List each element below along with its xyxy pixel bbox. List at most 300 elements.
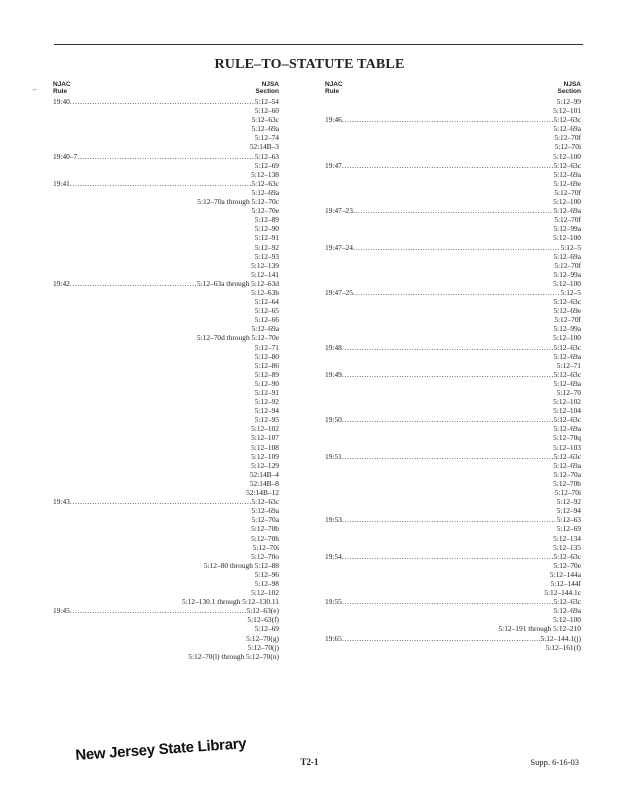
table-row (325, 470, 581, 479)
njsa-section: 5:12–144.1(j) (540, 633, 581, 643)
njsa-section: 5:12–69a (553, 351, 581, 361)
njsa-section: 5:12–138 (251, 169, 279, 179)
table-row (53, 388, 279, 397)
table-row (325, 306, 581, 315)
table-row (53, 161, 279, 170)
table-row (325, 588, 581, 597)
table-row (53, 452, 279, 461)
njsa-section: 5:12–99 (556, 97, 581, 106)
njsa-section: 5:12–80 (254, 351, 279, 361)
table-row (325, 106, 581, 115)
table-row (325, 497, 581, 506)
table-row (53, 634, 279, 643)
rule-label: Rule (53, 87, 68, 95)
leader-dots (342, 515, 557, 524)
right-rows (325, 97, 581, 652)
njsa-section: 5:12–144a (549, 569, 581, 579)
njsa-section: 5:12–70(l) through 5:12–70(n) (188, 651, 279, 661)
table-row (325, 197, 581, 206)
njsa-section: 5:12–63c (553, 342, 581, 352)
njsa-section: 5:12–89 (254, 369, 279, 379)
table-row (53, 497, 279, 506)
table-row (325, 443, 581, 452)
table-row (53, 179, 279, 188)
njsa-section: 5:12–69e (553, 306, 581, 316)
njac-rule: 19:55 (325, 597, 342, 607)
njsa-section: 5:12–63c (553, 597, 581, 607)
table-row (53, 270, 279, 279)
table-row (325, 261, 581, 270)
leader-dots (342, 343, 554, 352)
top-rule (54, 44, 583, 45)
njsa-section: 5:12–135 (553, 542, 581, 552)
njsa-section: 5:12–100 (553, 197, 581, 207)
njac-rule: 19:51 (325, 451, 342, 461)
table-row (53, 534, 279, 543)
table-row (53, 570, 279, 579)
njsa-section: 5:12–63c (553, 415, 581, 425)
njsa-section: 5:12–69e (553, 178, 581, 188)
table-row (325, 397, 581, 406)
table-row (53, 297, 279, 306)
table-row (53, 479, 279, 488)
njsa-section: 5:12–70o (251, 551, 279, 561)
table-row (53, 370, 279, 379)
table-row (53, 343, 279, 352)
njac-rule: 19:49 (325, 369, 342, 379)
rule-label: Rule (325, 87, 340, 95)
table-row (53, 243, 279, 252)
njsa-section: 5:12–69a (553, 378, 581, 388)
njac-rule: 19:42 (53, 278, 70, 288)
njsa-section: 5:12–70a (553, 469, 581, 479)
table-row (53, 115, 279, 124)
njsa-section: 5:12–70d through 5:12–70e (196, 333, 279, 343)
njsa-section: 5:12–134 (553, 533, 581, 543)
table-row (53, 552, 279, 561)
table-row (53, 443, 279, 452)
margin-mark: ⌐ (33, 85, 38, 94)
table-row (53, 579, 279, 588)
njac-rule: 19:40–7 (53, 151, 78, 161)
njsa-section: 5:12–69a (251, 506, 279, 516)
table-row (53, 97, 279, 106)
table-row (325, 634, 581, 643)
table-row (325, 97, 581, 106)
njsa-section: 5:12–107 (251, 433, 279, 443)
table-row (325, 288, 581, 297)
njsa-section: 5:12–139 (251, 260, 279, 270)
njsa-section: 5:12–92 (254, 242, 279, 252)
table-row (325, 224, 581, 233)
table-row (53, 324, 279, 333)
table-row (53, 315, 279, 324)
njsa-section: 5:12–70 (556, 388, 581, 397)
table-row (53, 197, 279, 206)
njsa-section: 5:12–70(j) (247, 642, 279, 652)
table-row (325, 188, 581, 197)
njsa-section: 5:12–100 (553, 615, 581, 625)
njsa-section: 5:12–70i (252, 542, 279, 552)
table-row (325, 415, 581, 424)
njsa-section: 5:12–70i (554, 488, 581, 498)
table-row (325, 543, 581, 552)
table-row (325, 270, 581, 279)
table-row (53, 543, 279, 552)
njsa-section: 5:12–101 (553, 106, 581, 116)
njsa-section: 5:12–104 (553, 406, 581, 416)
leader-dots (342, 415, 554, 424)
table-row (53, 597, 279, 606)
njsa-section: 5:12–63c (251, 497, 279, 507)
table-row (325, 433, 581, 442)
table-row (325, 579, 581, 588)
njsa-section: 5:12–70i (554, 142, 581, 152)
table-row (325, 452, 581, 461)
njsa-section: 5:12–70f (554, 260, 581, 270)
table-row (325, 352, 581, 361)
table-row (325, 488, 581, 497)
njsa-section: 5:12–144f (550, 578, 581, 588)
njsa-section: 5:12–63c (251, 115, 279, 125)
table-row (53, 233, 279, 242)
table-row (325, 179, 581, 188)
njsa-section: 5:12–91 (254, 233, 279, 243)
njsa-section: 5:12–69 (556, 524, 581, 534)
library-logo: New Jersey State Library (74, 735, 247, 764)
table-row (53, 288, 279, 297)
leader-dots (342, 597, 554, 606)
njsa-section: 5:12–70b (553, 478, 581, 488)
table-row (53, 261, 279, 270)
table-row (325, 170, 581, 179)
table-row (53, 515, 279, 524)
njsa-section: 5:12–63a through 5:12–63d (196, 278, 279, 288)
table-row (325, 424, 581, 433)
njsa-section: 5:12–69a (251, 124, 279, 134)
njsa-section: 5:12–63(e) (246, 606, 279, 616)
njsa-section: 5:12–96 (254, 569, 279, 579)
table-row (325, 133, 581, 142)
leader-dots (70, 279, 197, 288)
njsa-section: 5:12–71 (556, 360, 581, 370)
njsa-section: 52:14B–12 (246, 488, 279, 498)
supplement-date: Supp. 6-16-03 (530, 757, 579, 767)
njsa-section: 5:12–70f (554, 133, 581, 143)
leader-dots (70, 497, 252, 506)
table-row (53, 170, 279, 179)
column-header (53, 82, 279, 97)
njsa-section: 52:14B–4 (249, 469, 279, 479)
njsa-section: 5:12–90 (254, 378, 279, 388)
table-row (325, 515, 581, 524)
table-row (53, 252, 279, 261)
table-row (325, 552, 581, 561)
njac-rule: 19:43 (53, 497, 70, 507)
table-row (53, 433, 279, 442)
njsa-section: 5:12–99a (553, 324, 581, 334)
njsa-section: 5:12–141 (251, 269, 279, 279)
table-row (53, 488, 279, 497)
njsa-section: 5:12–5 (560, 287, 581, 297)
njsa-section: 5:12–130.1 through 5:12–130.11 (181, 597, 279, 607)
njsa-section: 5:12–92 (556, 497, 581, 507)
table-row (53, 461, 279, 470)
table-row (325, 115, 581, 124)
section-label: Section (255, 87, 279, 95)
table-row (53, 643, 279, 652)
njsa-section: 5:12–95 (254, 415, 279, 425)
njsa-section: 5:12–94 (254, 406, 279, 416)
table-row (53, 397, 279, 406)
table-row (53, 224, 279, 233)
right-column (325, 82, 581, 652)
table-row (53, 333, 279, 342)
njsa-label: NJSA (261, 81, 279, 88)
njac-rule: 19:48 (325, 342, 342, 352)
njsa-section: 5:12–69a (251, 324, 279, 334)
njsa-section: 5:12–100 (553, 233, 581, 243)
njsa-section: 5:12–93 (254, 251, 279, 261)
table-row (53, 352, 279, 361)
njsa-section: 5:12–65 (254, 306, 279, 316)
table-row (53, 524, 279, 533)
table-row (53, 133, 279, 142)
njsa-section: 5:12–70(g) (246, 633, 279, 643)
njsa-label: NJSA (563, 81, 581, 88)
table-row (325, 315, 581, 324)
table-row (325, 370, 581, 379)
table-row (53, 470, 279, 479)
njsa-section: 5:12–63(f) (247, 615, 279, 625)
njsa-section: 5:12–69a (553, 124, 581, 134)
leader-dots (342, 452, 554, 461)
njsa-section: 5:12–71 (254, 342, 279, 352)
njsa-section: 52:14B–8 (249, 478, 279, 488)
leader-dots (353, 206, 554, 215)
table-row (325, 243, 581, 252)
njsa-section: 5:12–69 (254, 624, 279, 634)
njsa-section: 5:12–103 (553, 442, 581, 452)
table-row (53, 506, 279, 515)
njsa-section: 5:12–70h (251, 533, 279, 543)
left-column (53, 82, 279, 661)
table-row (53, 588, 279, 597)
njsa-section: 5:12–74 (254, 133, 279, 143)
table-row (53, 652, 279, 661)
njac-label: NJAC (53, 81, 71, 88)
njsa-section: 5:12–63c (553, 451, 581, 461)
njsa-section: 5:12–70a through 5:12–70c (197, 197, 279, 207)
leader-dots (342, 552, 554, 561)
njsa-section: 5:12–70b (251, 524, 279, 534)
table-row (53, 215, 279, 224)
njsa-section: 5:12–63c (553, 160, 581, 170)
njsa-section: 5:12–191 through 5:12–210 (498, 624, 581, 634)
leader-dots (342, 161, 554, 170)
leader-dots (70, 179, 252, 188)
table-row (325, 142, 581, 151)
table-row (53, 561, 279, 570)
njsa-section: 5:12–89 (254, 215, 279, 225)
njsa-section: 5:12–63 (254, 151, 279, 161)
table-row (53, 424, 279, 433)
njsa-section: 5:12–69a (553, 251, 581, 261)
njsa-section: 5:12–100 (553, 333, 581, 343)
njsa-section: 5:12–91 (254, 388, 279, 397)
table-row (325, 152, 581, 161)
njsa-section: 5:12–60 (254, 106, 279, 116)
njsa-section: 5:12–70f (554, 315, 581, 325)
table-row (53, 124, 279, 133)
njsa-section: 5:12–99a (553, 224, 581, 234)
table-row (325, 297, 581, 306)
njac-rule: 19:45 (53, 606, 70, 616)
table-row (325, 570, 581, 579)
njsa-section: 5:12–70a (251, 515, 279, 525)
table-row (325, 124, 581, 133)
table-row (325, 506, 581, 515)
table-row (53, 188, 279, 197)
table-row (325, 379, 581, 388)
njsa-section: 5:12–70f (554, 215, 581, 225)
njsa-section: 5:12–90 (254, 224, 279, 234)
njac-rule: 19:40 (53, 97, 70, 106)
njac-rule: 19:53 (325, 515, 342, 525)
leader-dots (77, 152, 255, 161)
njac-rule: 19:54 (325, 551, 342, 561)
table-row (53, 106, 279, 115)
njsa-section: 5:12–69a (251, 187, 279, 197)
left-rows (53, 97, 279, 661)
table-row (53, 142, 279, 151)
table-row (325, 279, 581, 288)
table-row (325, 215, 581, 224)
njsa-section: 5:12–108 (251, 442, 279, 452)
table-row (325, 561, 581, 570)
table-row (53, 361, 279, 370)
leader-dots (70, 97, 255, 106)
table-row (325, 406, 581, 415)
column-header (325, 82, 581, 97)
njsa-section: 5:12–100 (553, 278, 581, 288)
njsa-section: 52:14B–3 (249, 142, 279, 152)
table-row (325, 524, 581, 533)
njac-rule: 19:41 (53, 178, 70, 188)
leader-dots (342, 634, 541, 643)
njsa-section: 5:12–69a (553, 206, 581, 216)
table-row (325, 597, 581, 606)
njsa-section: 5:12–102 (251, 588, 279, 598)
njac-rule: 19:47–25 (325, 287, 353, 297)
njsa-section: 5:12–98 (254, 578, 279, 588)
table-row (53, 615, 279, 624)
table-row (325, 624, 581, 633)
table-row (53, 624, 279, 633)
njac-rule: 19:50 (325, 415, 342, 425)
njsa-section: 5:12–86 (254, 360, 279, 370)
njac-rule: 19:47–23 (325, 206, 353, 216)
page-title: RULE–TO–STATUTE TABLE (214, 57, 405, 72)
njsa-section: 5:12–69 (254, 160, 279, 170)
table-row (325, 479, 581, 488)
page-number: T2-1 (300, 757, 319, 767)
njsa-section: 5:12–100 (553, 151, 581, 161)
table-row (53, 306, 279, 315)
njsa-section: 5:12–63 (556, 515, 581, 525)
njsa-section: 5:12–64 (254, 297, 279, 307)
njsa-section: 5:12–70e (553, 560, 581, 570)
njsa-section: 5:12–70q (553, 433, 581, 443)
table-row (325, 615, 581, 624)
njac-rule: 19:46 (325, 115, 342, 125)
leader-dots (342, 370, 554, 379)
njsa-section: 5:12–66 (254, 315, 279, 325)
njsa-section: 5:12–63c (553, 369, 581, 379)
njsa-section: 5:12–63h (251, 287, 279, 297)
table-row (53, 206, 279, 215)
njsa-section: 5:12–109 (251, 451, 279, 461)
njsa-section: 5:12–69a (553, 606, 581, 616)
njac-rule: 19:65 (325, 633, 342, 643)
njsa-section: 5:12–102 (251, 424, 279, 434)
table-row (53, 415, 279, 424)
njsa-section: 5:12–161(f) (545, 642, 581, 652)
njsa-section: 5:12–5 (560, 242, 581, 252)
njsa-section: 5:12–129 (251, 460, 279, 470)
njac-rule: 19:47–24 (325, 242, 353, 252)
njsa-section: 5:12–63c (553, 297, 581, 307)
njsa-section: 5:12–63c (251, 178, 279, 188)
section-label: Section (557, 87, 581, 95)
table-row (325, 388, 581, 397)
njsa-section: 5:12–102 (553, 397, 581, 407)
table-row (325, 333, 581, 342)
njsa-section: 5:12–99a (553, 269, 581, 279)
leader-dots (353, 288, 561, 297)
njsa-section: 5:12–80 through 5:12–88 (203, 560, 279, 570)
table-row (325, 324, 581, 333)
njsa-section: 5:12–144.1c (544, 588, 581, 598)
table-row (53, 152, 279, 161)
njsa-section: 5:12–54 (254, 97, 279, 106)
njsa-section: 5:12–69a (553, 460, 581, 470)
njac-label: NJAC (325, 81, 343, 88)
table-row (325, 206, 581, 215)
leader-dots (70, 606, 247, 615)
table-row (53, 606, 279, 615)
table-row (325, 534, 581, 543)
njsa-section: 5:12–94 (556, 506, 581, 516)
table-row (325, 361, 581, 370)
njsa-section: 5:12–70e (251, 206, 279, 216)
njsa-section: 5:12–69a (553, 424, 581, 434)
njsa-section: 5:12–70f (554, 187, 581, 197)
table-row (53, 379, 279, 388)
njsa-section: 5:12–69a (553, 169, 581, 179)
table-row (325, 461, 581, 470)
njsa-section: 5:12–63c (553, 115, 581, 125)
table-row (53, 279, 279, 288)
leader-dots (353, 243, 561, 252)
table-row (325, 161, 581, 170)
table-row (325, 252, 581, 261)
table-row (325, 233, 581, 242)
table-row (325, 606, 581, 615)
table-row (325, 343, 581, 352)
leader-dots (342, 115, 554, 124)
njac-rule: 19:47 (325, 160, 342, 170)
